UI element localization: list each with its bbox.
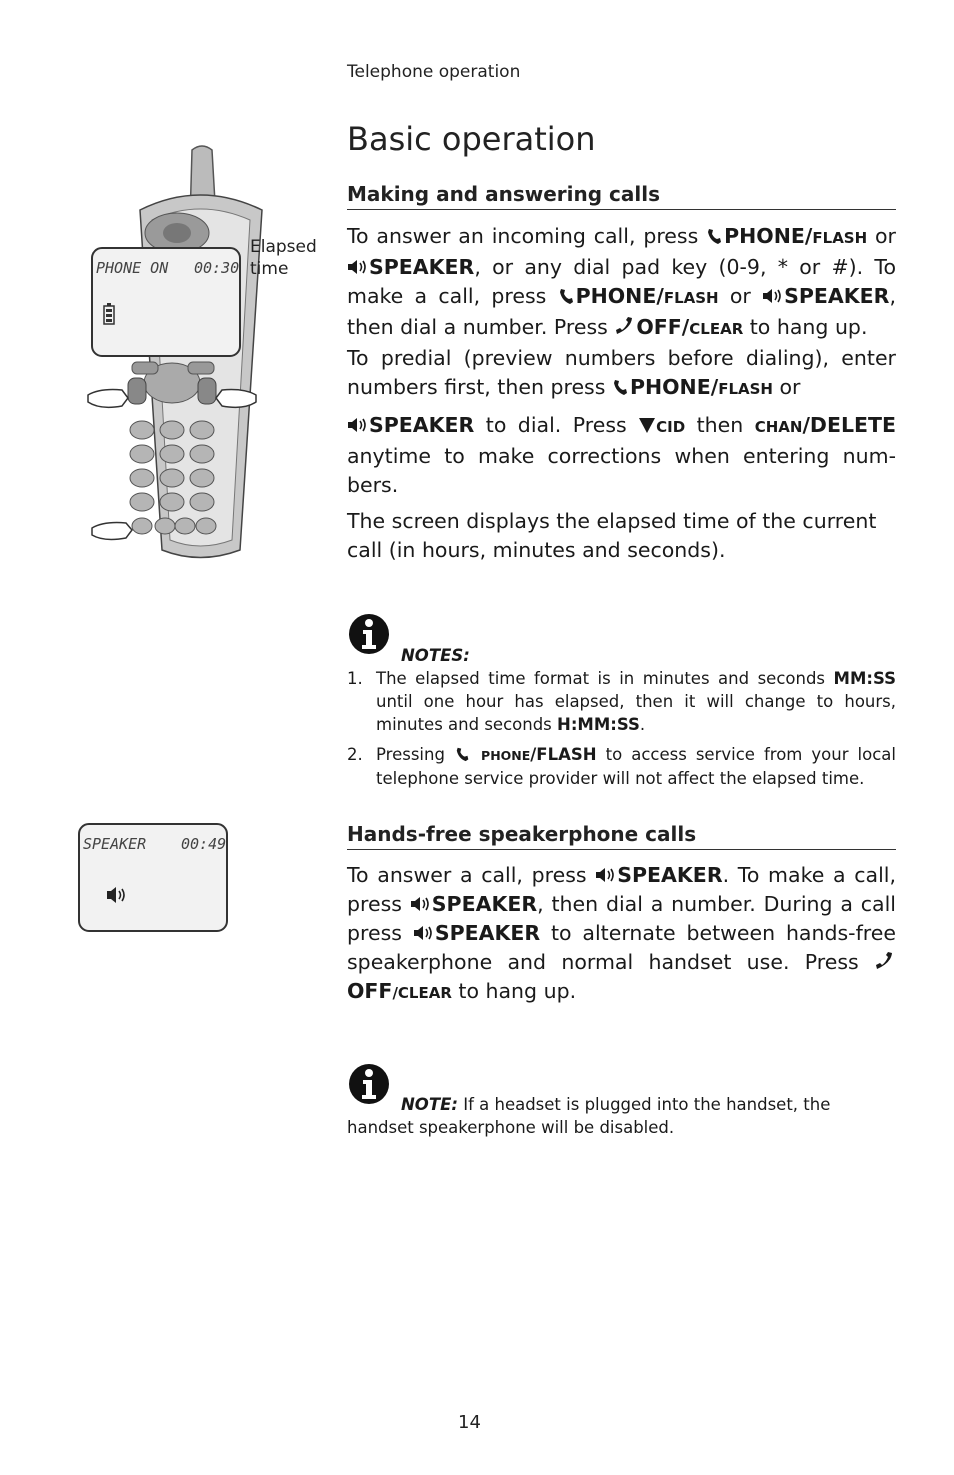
section-label: Telephone operation — [347, 62, 521, 82]
section-heading-speakerphone: Hands-free speakerphone calls — [347, 822, 896, 850]
section-heading-making-calls: Making and answering calls — [347, 182, 896, 210]
off-hook-icon — [874, 951, 896, 971]
lcd-status-text: PHONE ON — [96, 259, 169, 277]
notes-block — [347, 612, 896, 665]
phone-icon — [558, 287, 576, 305]
lcd-timer-text: 00:49 — [181, 835, 227, 853]
notes-list — [347, 667, 896, 797]
note-headset-text: NOTE: If a headset is plugged into the handset, the handset speakerphone will be disabled. — [347, 1095, 831, 1137]
speaker-icon — [595, 866, 617, 884]
speaker-icon — [347, 258, 369, 276]
speaker-icon — [762, 287, 784, 305]
phone-icon — [706, 227, 724, 245]
note-item: 2. Pressing PHONE/FLASH to access service from your local telephone service provider will not affect the elapsed time. — [347, 745, 897, 788]
cordless-phone-illustration — [80, 140, 330, 570]
lcd-timer-text: 00:30 — [194, 259, 240, 277]
off-hook-icon — [614, 316, 636, 336]
speaker-icon — [410, 895, 432, 913]
paragraph-answer-call: To answer an incoming call, press PHONE/FLASH or SPEAKER, or any dial pad key (0-9, * or #). To make a call, press PHONE/FLASH or SPEAKER, then dial a number. Press OFF/CLEAR to hang up. — [347, 224, 896, 339]
page-title: Basic operation — [347, 120, 596, 158]
down-arrow-icon — [638, 416, 656, 434]
paragraph-predial: To predial (preview numbers before dialing), enter numbers first, then press PHONE/FLASH or SPEAKER to dial. Press CID then CHAN/DELETE anytime to make corrections when entering num-bers. — [347, 346, 896, 497]
elapsed-time-caption: Elapsed time — [250, 237, 317, 279]
speaker-icon — [347, 416, 369, 434]
phone-icon — [454, 746, 472, 762]
notes-title: NOTES: — [401, 646, 470, 665]
lcd-speaker-text: SPEAKER — [83, 835, 147, 853]
page-number: 14 — [458, 1412, 481, 1433]
paragraph-speakerphone: To answer a call, press SPEAKER. To make a call, press SPEAKER, then dial a number. During a call press SPEAKER to alternate between hands-free speakerphone and normal handset use. Press OFF/CLEAR to hang up. — [347, 863, 896, 1003]
note-item: 1. The elapsed time format is in minutes and seconds MM:SS until one hour has elapsed, then it will change to hours, minutes and seconds H:MM:SS. — [347, 669, 896, 734]
speaker-icon — [413, 924, 435, 942]
info-icon — [347, 612, 391, 656]
paragraph-elapsed-display: The screen displays the elapsed time of the current call (in hours, minutes and seconds). — [347, 509, 877, 562]
phone-icon — [612, 378, 630, 396]
speaker-lcd-display — [78, 823, 228, 933]
